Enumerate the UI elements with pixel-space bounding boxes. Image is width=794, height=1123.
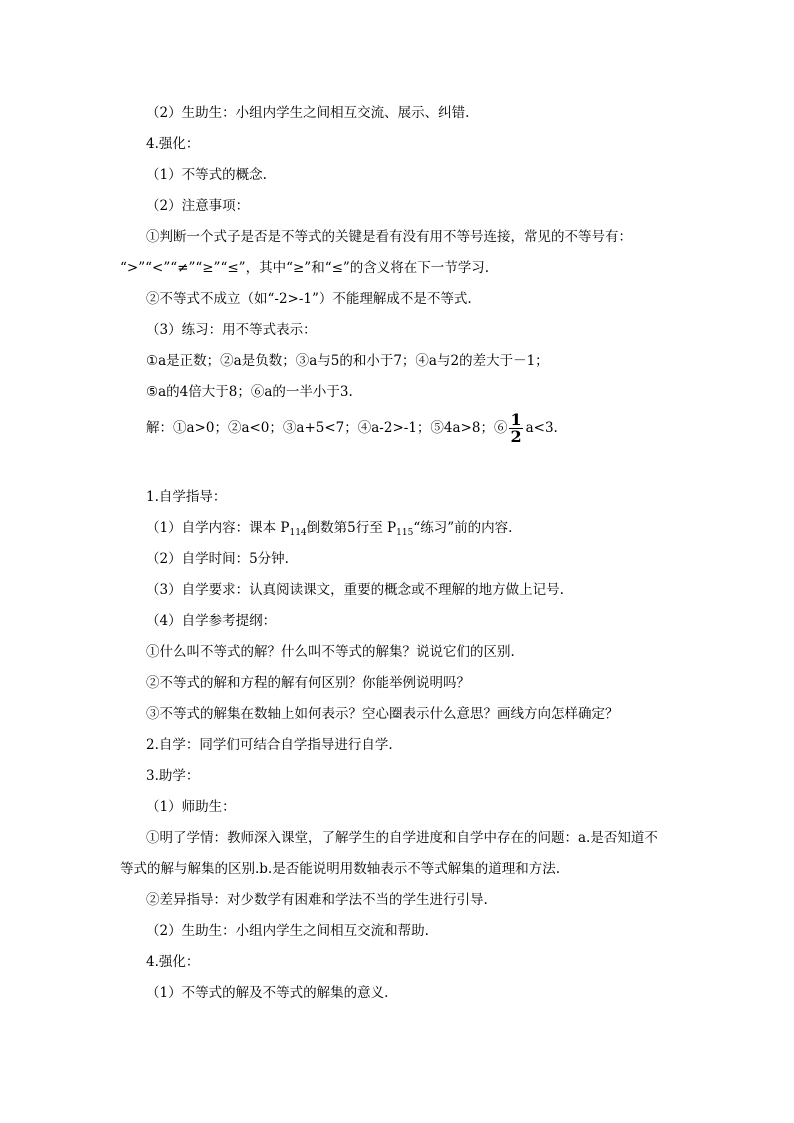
paragraph-solution [146, 411, 558, 445]
content-text-c: “练习”前的内容. [413, 520, 513, 536]
page-subscript-1: 114 [289, 528, 307, 538]
list-item-content [146, 519, 512, 537]
heading-self-study-guide: 1.自学指导： [146, 489, 227, 505]
list-item-teacher-help: （1）师助生： [146, 799, 236, 815]
question-1: ①什么叫不等式的解？什么叫不等式的解集？说说它们的区别. [146, 644, 515, 660]
fraction-numerator: 1 [510, 410, 522, 429]
fraction-one-half [509, 412, 522, 445]
question-3: ③不等式的解集在数轴上如何表示？空心圈表示什么意思？画线方向怎样确定？ [146, 706, 619, 722]
heading-reinforce: 4.强化： [146, 136, 200, 152]
list-item-time: （2）自学时间：5分钟. [146, 551, 289, 567]
list-item-peer-help: （2）生助生：小组内学生之间相互交流和帮助. [146, 923, 429, 939]
list-item-concept: （1）不等式的概念. [146, 167, 267, 183]
paragraph-note-1: ①判断一个式子是否是不等式的关键是看有没有用不等号连接，常见的不等号有： [146, 229, 632, 245]
page-subscript-2: 115 [396, 528, 414, 538]
solution-tail: a<3. [525, 420, 558, 436]
paragraph-self-study: 2.自学：同学们可结合自学指导进行自学. [146, 737, 393, 753]
paragraph-teacher-1: ①明了学情：教师深入课堂，了解学生的自学进度和自学中存在的问题：a.是否知道不 [146, 830, 658, 846]
paragraph-note-1-cont: “>”“<”“≠”“≥”“≤”，其中“≥”和“≤”的含义将在下一节学习. [120, 260, 490, 276]
paragraph-peer-help: （2）生助生：小组内学生之间相互交流、展示、纠错. [146, 105, 470, 121]
fraction-denominator: 2 [510, 427, 522, 446]
list-item-outline: （4）自学参考提纲： [146, 613, 277, 629]
paragraph-practice-1: ①a是正数；②a是负数；③a与5的和小于7；④a与2的差大于－1； [146, 353, 549, 369]
content-text-a: （1）自学内容：课本 P [146, 520, 290, 536]
paragraph-teacher-1-cont: 等式的解与解集的区别.b.是否能说明用数轴表示不等式解集的道理和方法. [120, 861, 561, 877]
heading-reinforce-2: 4.强化： [146, 954, 200, 970]
solution-text: 解：①a>0；②a<0；③a+5<7；④a-2>-1；⑤4a>8；⑥ [146, 420, 508, 436]
paragraph-practice-2: ⑤a的4倍大于8；⑥a的一半小于3. [146, 384, 353, 400]
question-2: ②不等式的解和方程的解有何区别？你能举例说明吗？ [146, 675, 470, 691]
list-item-notes: （2）注意事项： [146, 198, 250, 214]
paragraph-note-2: ②不等式不成立（如“-2>-1”）不能理解成不是不等式. [146, 291, 472, 307]
list-item-meaning: （1）不等式的解及不等式的解集的意义. [146, 985, 389, 1001]
heading-assist: 3.助学： [146, 768, 200, 784]
list-item-requirement: （3）自学要求：认真阅读课文，重要的概念或不理解的地方做上记号. [146, 582, 564, 598]
list-item-practice: （3）练习：用不等式表示： [146, 322, 317, 338]
paragraph-teacher-2: ②差异指导：对少数学有困难和学法不当的学生进行引导. [146, 892, 488, 908]
content-text-b: 倒数第5行至 P [306, 520, 397, 536]
